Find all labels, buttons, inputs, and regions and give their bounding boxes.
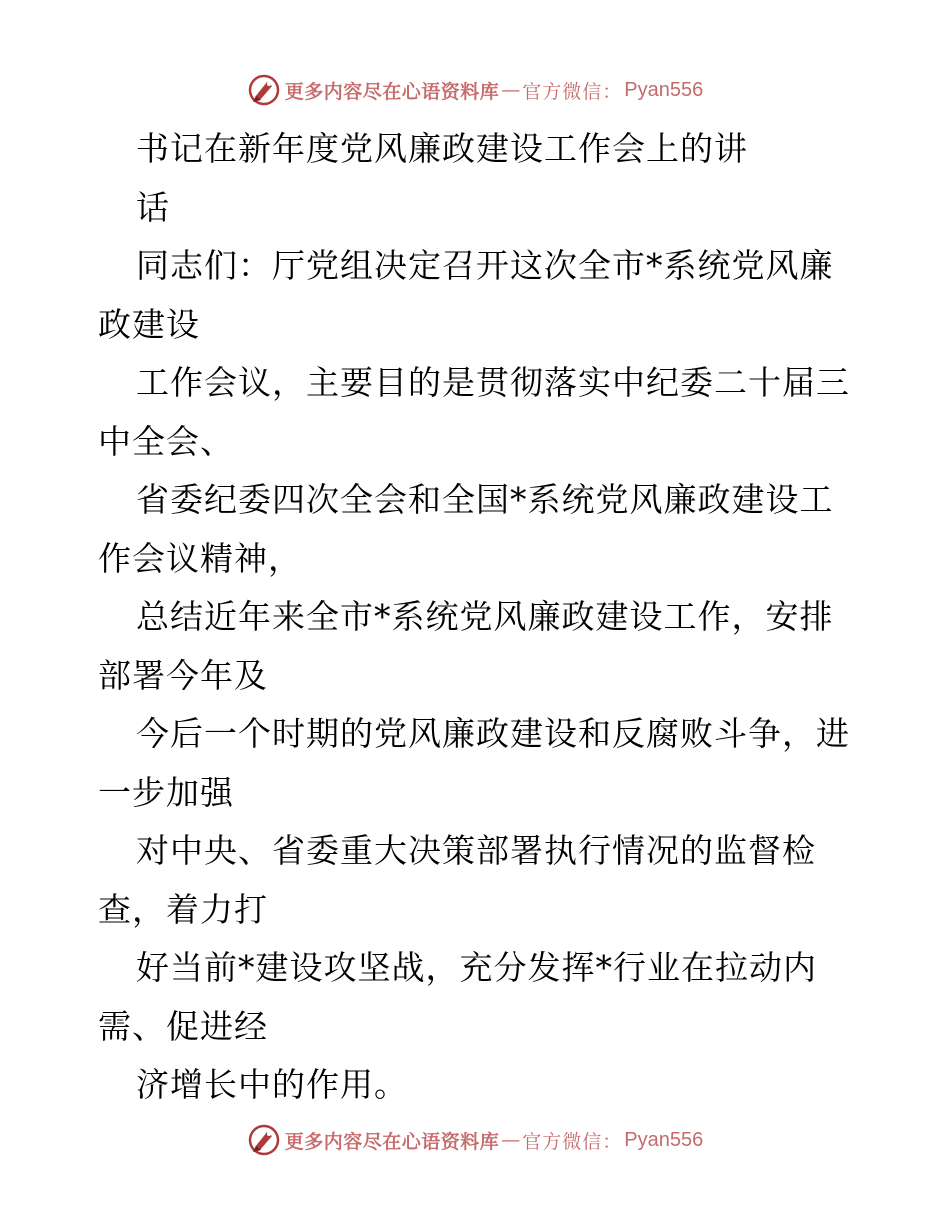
banner-contact-label: 官方微信： [522,80,623,103]
banner-contact-id: Pyan556 [624,1128,704,1151]
document-body [98,120,858,1115]
logo-icon [247,1123,281,1157]
banner-dash: — [501,1129,521,1151]
header-banner [0,70,950,110]
paragraph-line: 政建设 [98,304,200,344]
banner-brand: 更多内容尽在心语资料库 [284,80,500,103]
paragraph-line: 总结近年来全市*系统党风廉政建设工作，安排 [136,597,834,636]
paragraph-line: 对中央、省委重大决策部署执行情况的监督检 [136,831,816,870]
paragraph-line: 需、促进经 [98,1006,268,1046]
banner-contact-label: 官方微信： [522,1130,623,1153]
paragraph-line: 济增长中的作用。 [136,1065,408,1104]
paragraph-line: 好当前*建设攻坚战，充分发挥*行业在拉动内 [136,948,817,987]
paragraph-line: 作会议精神， [98,538,302,578]
paragraph-line: 查，着力打 [98,889,268,929]
paragraph-line: 同志们：厅党组决定召开这次全市*系统党风廉 [136,246,834,285]
footer-banner [0,1120,950,1160]
banner-brand: 更多内容尽在心语资料库 [284,1130,500,1153]
paragraph-line: 中全会、 [98,421,234,461]
logo-icon [247,73,281,107]
document-title-line-1: 书记在新年度党风廉政建设工作会上的讲 [136,129,748,168]
banner-contact-id: Pyan556 [624,78,704,101]
paragraph-line: 部署今年及 [98,655,268,695]
paragraph-line: 今后一个时期的党风廉政建设和反腐败斗争，进 [136,714,850,753]
banner-dash: — [501,79,521,101]
paragraph-line: 省委纪委四次全会和全国*系统党风廉政建设工 [136,480,834,519]
paragraph-line: 一步加强 [98,772,234,812]
paragraph-line: 工作会议，主要目的是贯彻落实中纪委二十届三 [136,363,850,402]
document-title-line-2: 话 [136,187,170,227]
